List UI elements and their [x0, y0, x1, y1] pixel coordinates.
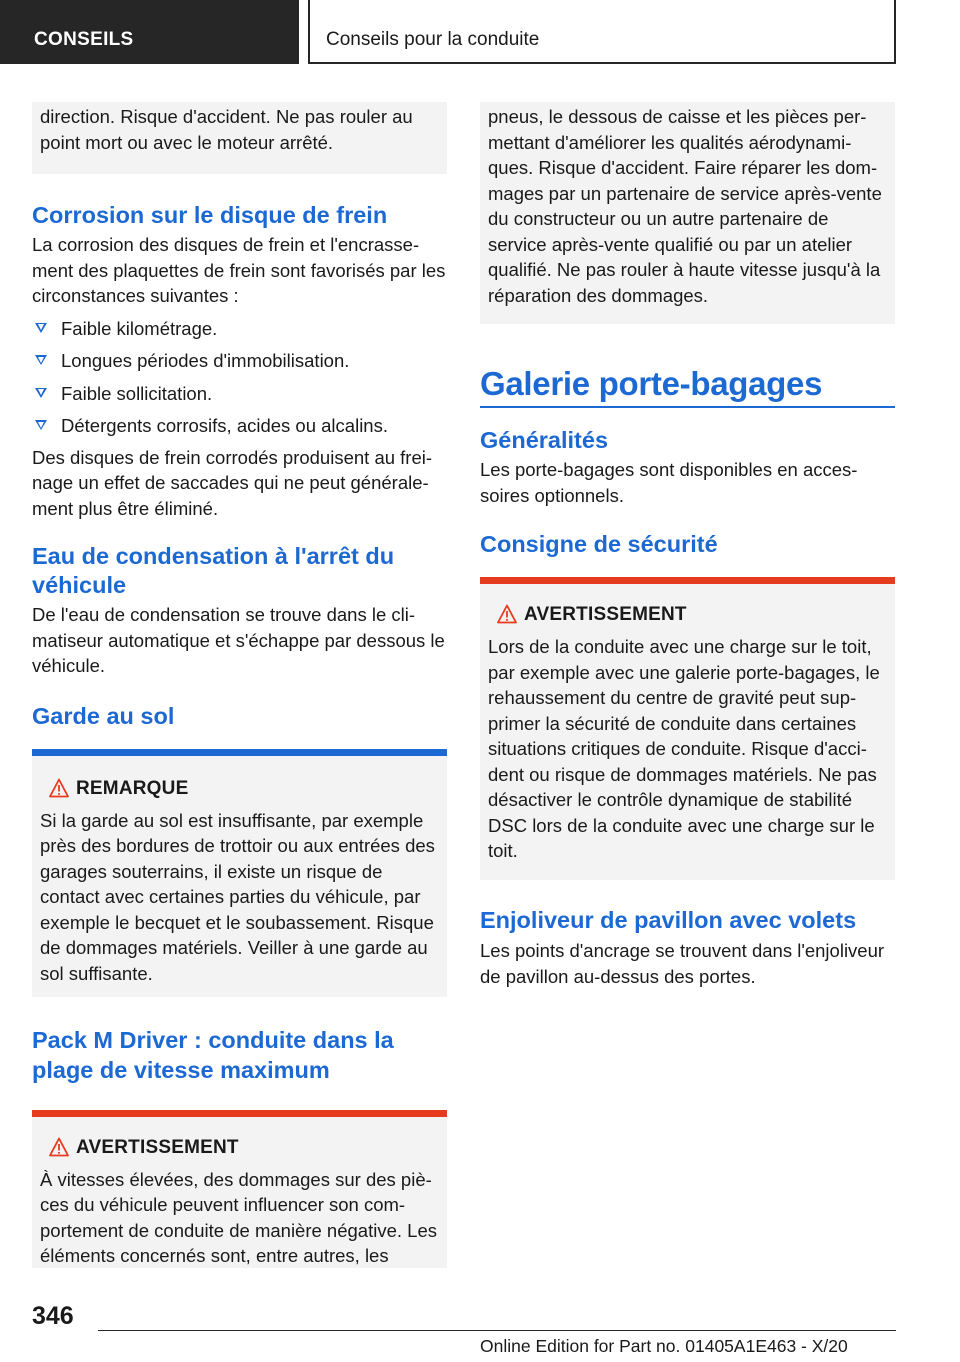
list-item-text: Détergents corrosifs, acides ou alcalins. — [61, 415, 388, 436]
callout-text: Lors de la conduite avec une charge sur le toit, par exemple avec une galerie porte-bagages, le rehaussement du centre de gravité peut supprimer la sécurité de conduite dans certaines situations critiques de conduite. Risque d'accident ou risque de dommages matériels. Ne pas désactiver le contrôle dynamique de stabilité DSC lors de la conduite avec une charge sur le toit. — [488, 636, 880, 861]
triangle-bullet-icon — [35, 323, 47, 333]
page-number: 346 — [32, 1302, 74, 1330]
warning-triangle-icon — [49, 1137, 69, 1157]
brake-corrosion-intro: La corrosion des disques de frein et l'encrassement des plaquettes de frein sont favorisés par les circonstances suivantes : — [32, 234, 446, 306]
warning-callout — [32, 1110, 447, 1268]
callout-label: REMARQUE — [76, 777, 189, 799]
warning-callout — [480, 577, 895, 880]
callout-bar — [32, 1110, 447, 1117]
callout-bar — [32, 749, 447, 756]
heading-condensation: Eau de condensation à l'arrêt du véhicule — [32, 543, 395, 598]
list-item — [32, 413, 447, 439]
list-item-text: Faible kilométrage. — [61, 317, 218, 339]
heading-brake-corrosion: Corrosion sur le disque de frein — [32, 202, 388, 228]
list-item — [32, 348, 447, 374]
callout-label: AVERTISSEMENT — [76, 1136, 239, 1158]
footer-rule — [98, 1330, 896, 1331]
list-item — [32, 381, 447, 407]
condensation-text: De l'eau de condensation se trouve dans le climatiseur automatique et s'échappe par dessous le véhicule. — [32, 604, 445, 676]
callout-text: À vitesses élevées, des dommages sur des pièces du véhicule peuvent influencer son comportement de conduite de manière négative. Les éléments concernés sont, entre autres, les — [40, 1168, 437, 1266]
triangle-bullet-icon — [35, 420, 47, 430]
heading-roof-rack: Galerie porte-bagages — [480, 365, 823, 402]
warning-triangle-icon — [49, 778, 69, 798]
list-item-text: Longues périodes d'immobilisation. — [61, 350, 350, 371]
edition-footer: Online Edition for Part no. 01405A1E463 - X/20 — [480, 1336, 848, 1356]
heading-m-driver: Pack M Driver : conduite dans la plage de vitesse maximum — [32, 1026, 394, 1083]
callout-label: AVERTISSEMENT — [524, 604, 687, 625]
continued-warning-box — [480, 102, 895, 324]
brake-corrosion-list — [32, 316, 447, 439]
heading-roof-trim: Enjoliveur de pavillon avec volets — [480, 907, 857, 933]
list-item-text: Faible sollicitation. — [61, 382, 213, 404]
notice-callout — [32, 749, 447, 997]
callout-text: Si la garde au sol est insuffisante, par exemple près des bordures de trottoir ou aux entrées des garages souterrains, il existe un risque de contact avec certaines parties du véhicule, par exemple le becquet et le soubassement. Risque de dommages matériels. Veiller à une garde au sol suffisante. — [40, 809, 435, 984]
heading-safety: Consigne de sécurité — [480, 531, 718, 557]
left-column — [32, 102, 447, 1268]
brake-corrosion-outro: Des disques de frein corrodés produisent au freinage un effet de saccades qui ne peut généralement plus être éliminé. — [32, 446, 433, 519]
heading-ground-clearance: Garde au sol — [32, 702, 175, 729]
triangle-bullet-icon — [35, 355, 47, 365]
general-text: Les porte-bagages sont disponibles en accessoires optionnels. — [480, 459, 858, 506]
heading-general: Généralités — [480, 427, 609, 453]
roof-trim-text: Les points d'ancrage se trouvent dans l'enjoliveur de pavillon au-dessus des portes. — [480, 940, 885, 987]
page-header-title: Conseils pour la conduite — [310, 0, 896, 64]
continued-warning-text: pneus, le dessous de caisse et les pièces permettant d'améliorer les qualités aérodynamiques. Risque d'accident. Faire réparer les dommages par un partenaire de service après-vente du constructeur ou un autre partenaire de service après-vente qualifié ou par un atelier qualifié. Ne pas rouler à haute vitesse jusqu'à la réparation des dommages. — [488, 106, 882, 306]
continued-warning-text: direction. Risque d'accident. Ne pas rouler au point mort ou avec le moteur arrêté. — [40, 106, 413, 153]
continued-warning-box — [32, 102, 447, 174]
triangle-bullet-icon — [35, 388, 47, 398]
right-column — [480, 102, 895, 989]
heading-rule — [480, 406, 895, 408]
section-tab: CONSEILS — [0, 0, 299, 64]
callout-bar — [480, 577, 895, 584]
warning-triangle-icon — [497, 604, 517, 624]
list-item — [32, 316, 447, 342]
